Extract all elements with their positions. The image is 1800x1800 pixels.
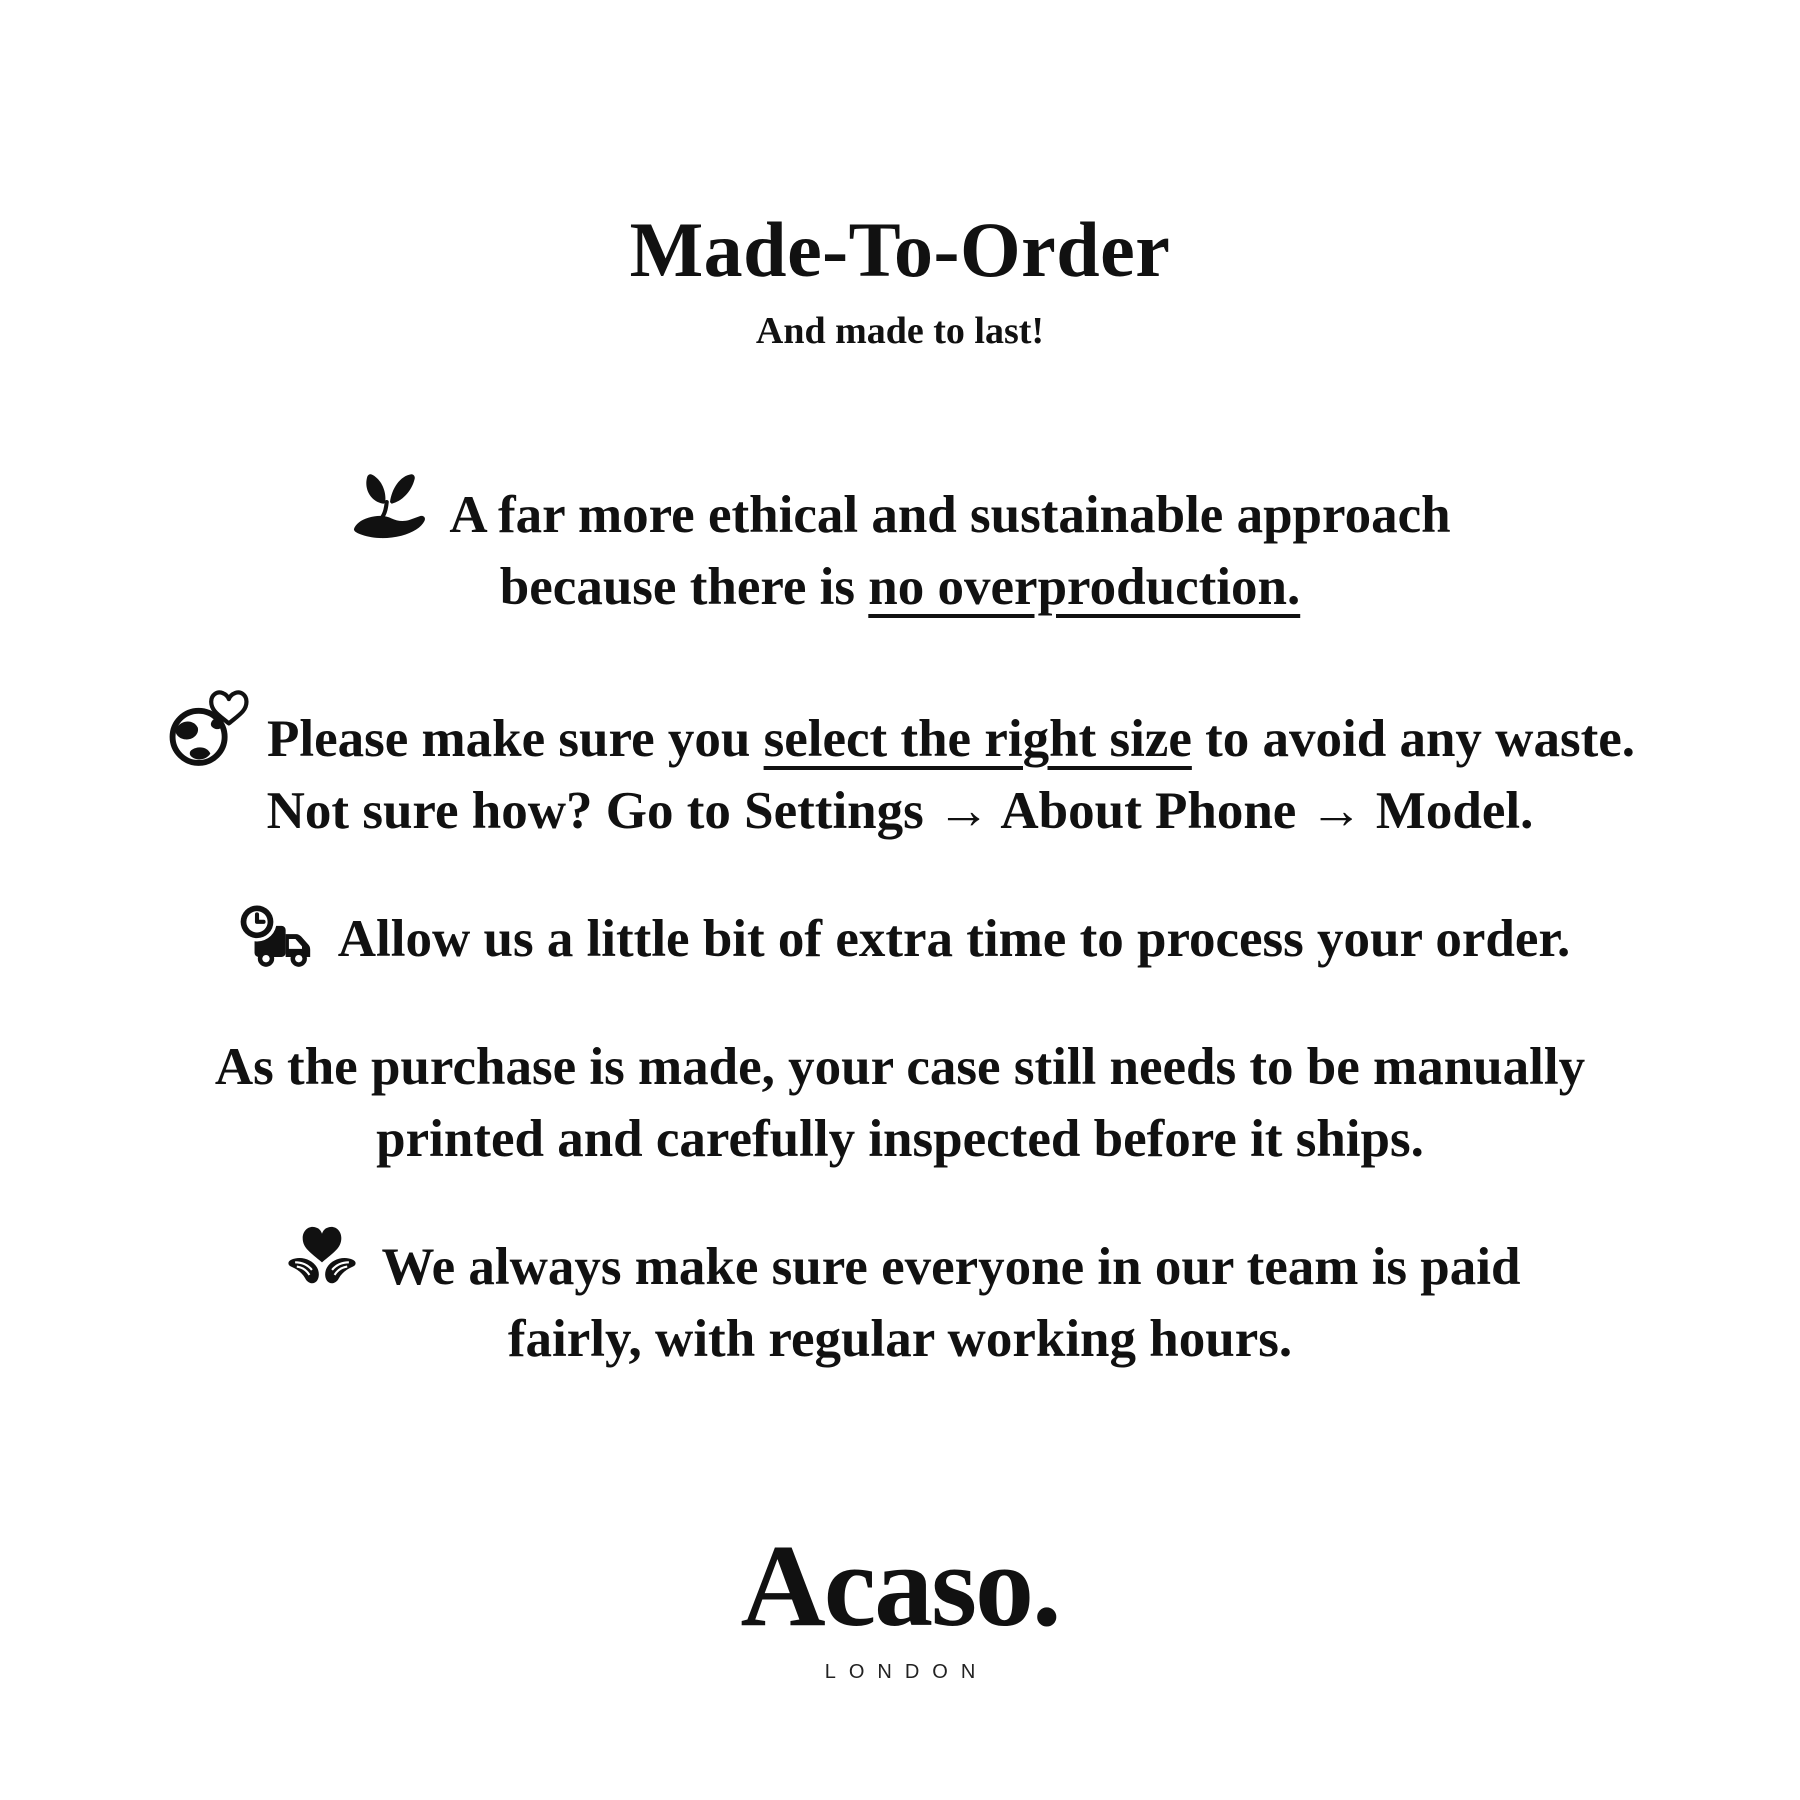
benefit-text: Not sure how? Go to Settings → About Phone → Model. — [266, 781, 1534, 840]
benefit-line — [0, 1231, 1800, 1303]
benefit-line — [0, 1031, 1800, 1103]
benefit-item-select-size — [0, 703, 1800, 847]
benefit-text: Please make sure you select the right size to avoid any waste. — [267, 709, 1635, 768]
benefit-item-manual-printing — [0, 1031, 1800, 1175]
benefit-line — [0, 1103, 1800, 1175]
benefit-text: because there is no overproduction. — [499, 557, 1301, 616]
benefit-line — [0, 479, 1800, 551]
benefit-line — [0, 551, 1800, 623]
benefit-text: We always make sure everyone in our team is paid — [381, 1237, 1521, 1296]
benefit-line — [0, 703, 1800, 775]
sprout-hand-icon — [349, 466, 431, 548]
benefit-line — [0, 903, 1800, 975]
benefit-item-processing-time — [0, 903, 1800, 975]
benefit-text: printed and carefully inspected before it ships. — [376, 1109, 1424, 1168]
page-subtitle: And made to last! — [755, 309, 1045, 352]
brand-logo: Acaso. — [740, 1519, 1060, 1651]
benefit-line — [0, 775, 1800, 847]
benefit-text: Allow us a little bit of extra time to process your order. — [337, 909, 1571, 968]
benefit-text: A far more ethical and sustainable approach — [449, 485, 1451, 544]
truck-clock-icon — [230, 898, 320, 980]
benefit-text: fairly, with regular working hours. — [507, 1309, 1293, 1368]
brand-city-label: LONDON — [824, 1660, 989, 1683]
benefit-item-sustainability — [0, 479, 1800, 623]
benefit-text: As the purchase is made, your case still needs to be manually — [214, 1037, 1586, 1096]
hands-heart-icon — [280, 1217, 364, 1301]
benefit-item-fair-pay — [0, 1231, 1800, 1375]
globe-heart-icon — [165, 689, 249, 773]
benefit-line — [0, 1303, 1800, 1375]
page-title: Made-To-Order — [629, 206, 1171, 293]
